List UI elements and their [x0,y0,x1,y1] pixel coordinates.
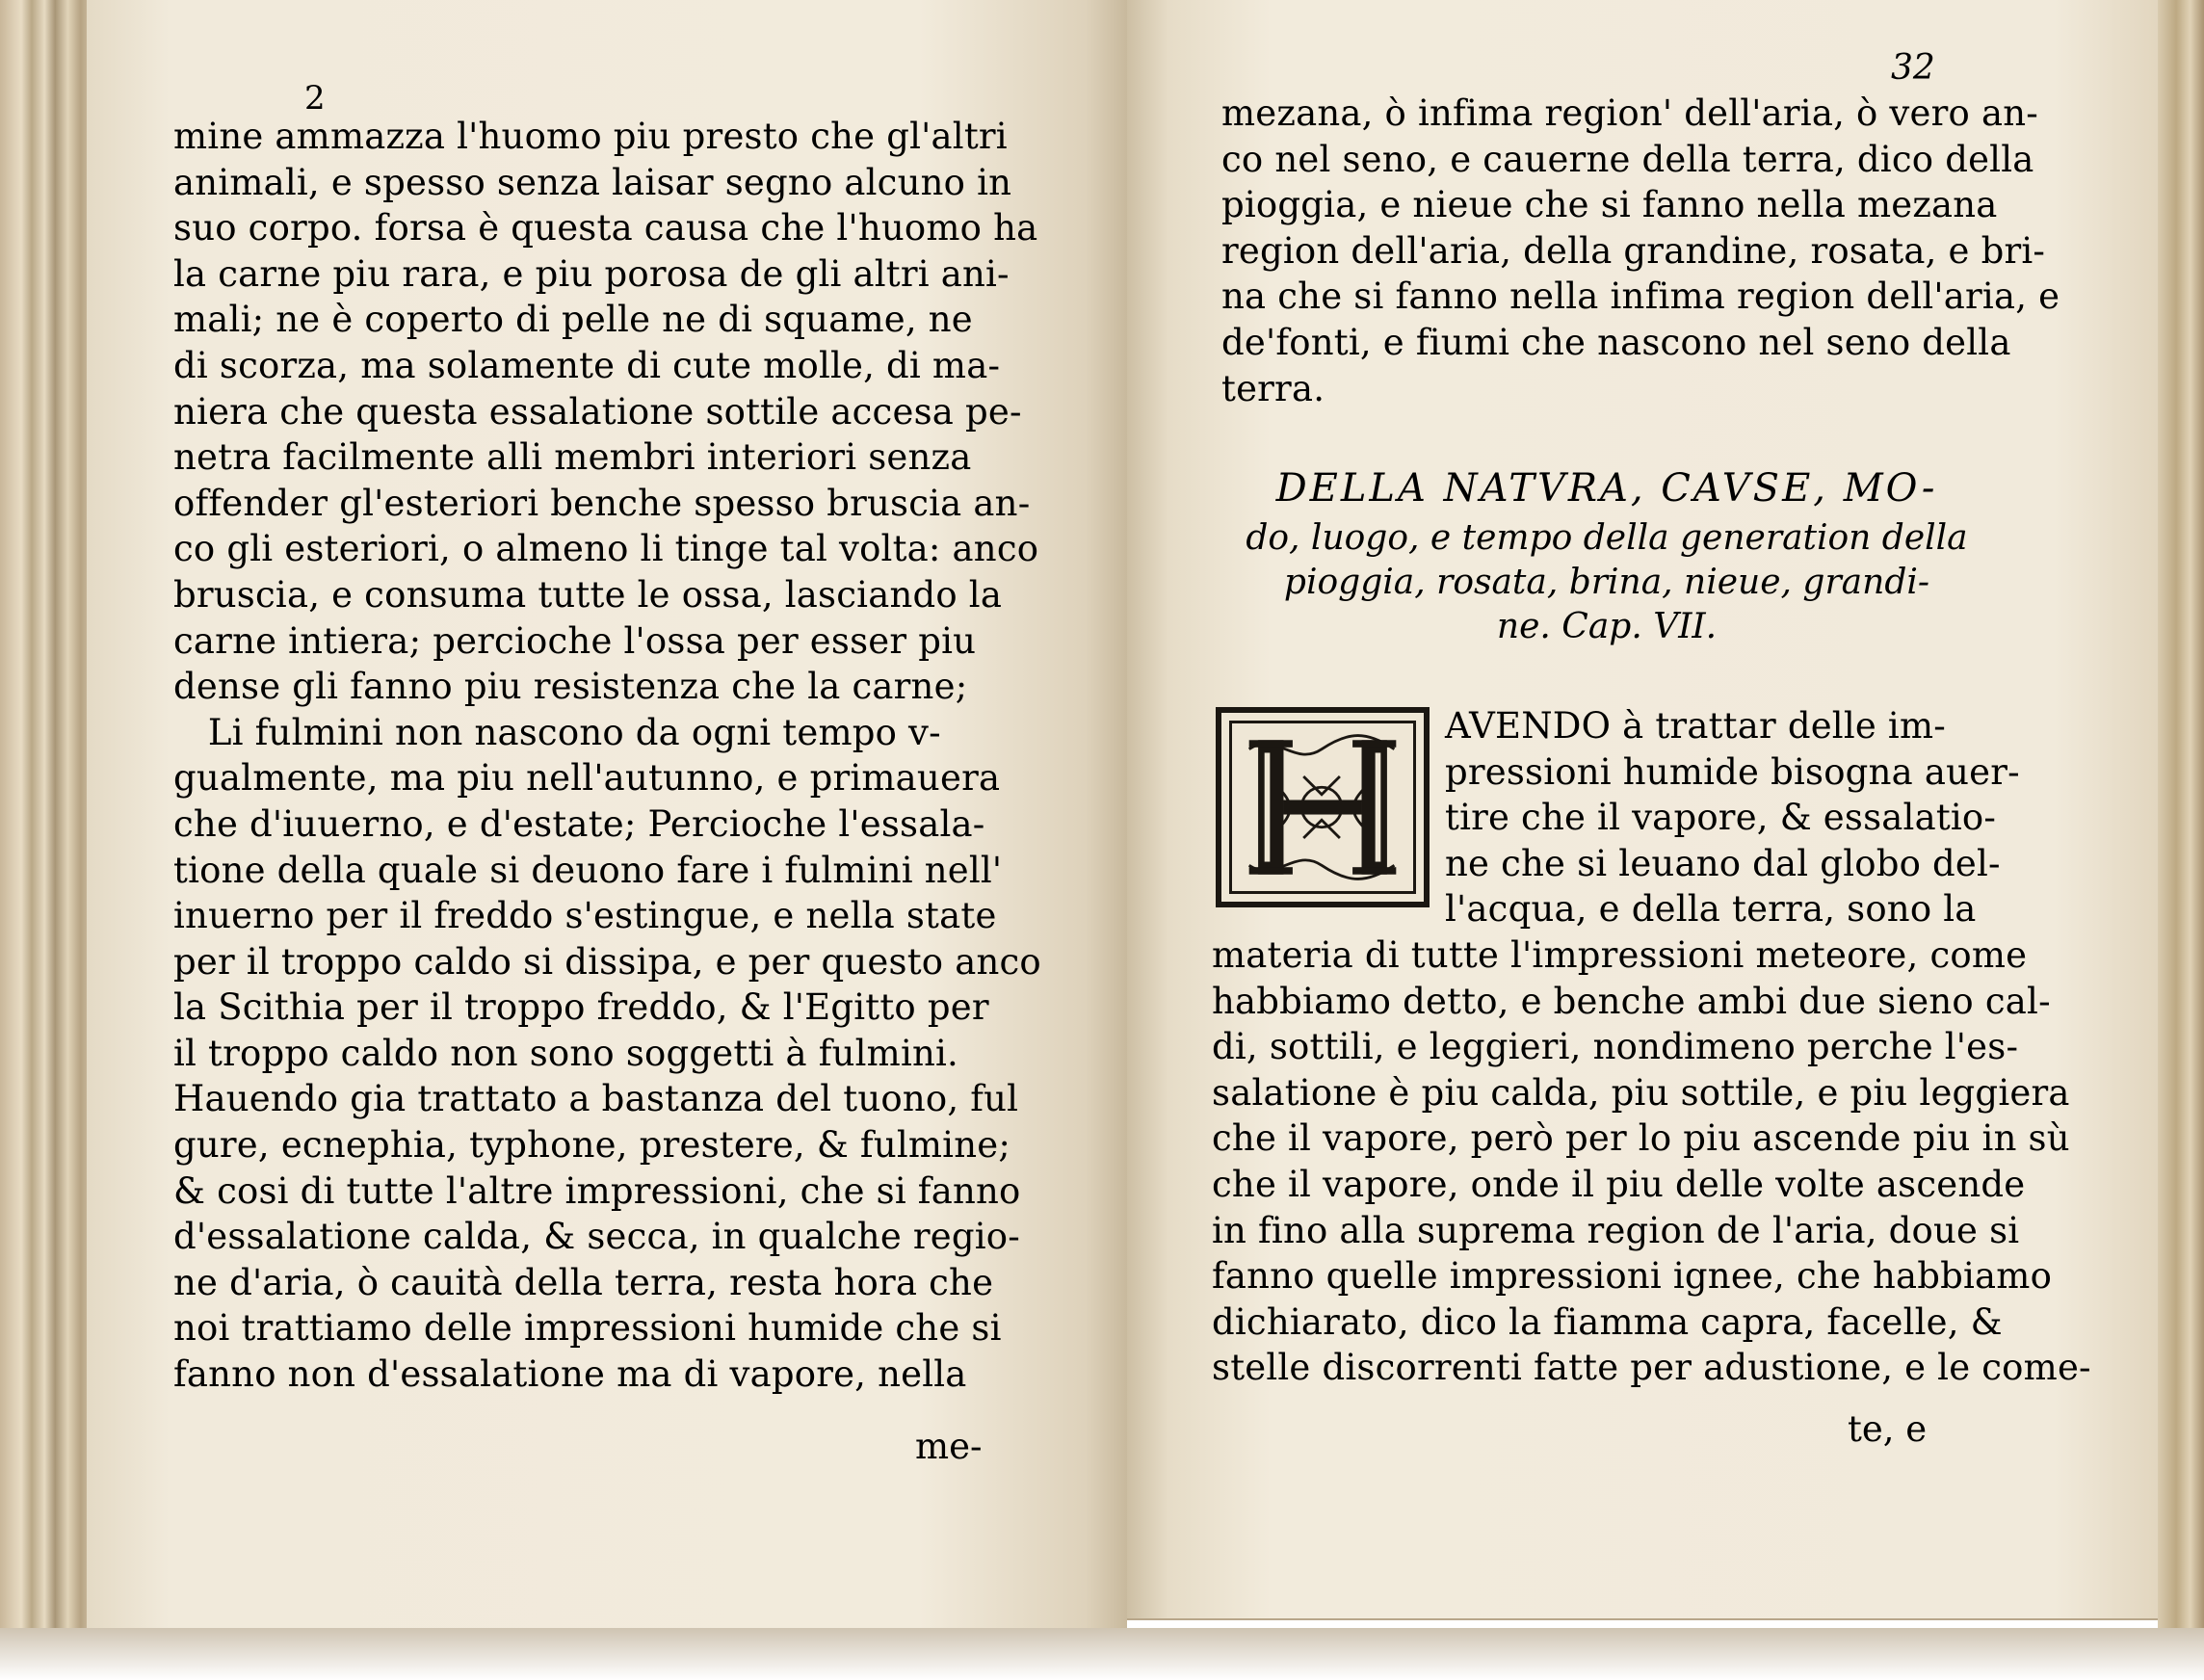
chapter-heading-line: pioggia, rosata, brina, nieue, grandi- [1283,563,1930,602]
right-page-body-text [1212,932,2091,1391]
signature-mark: 2 [304,79,326,118]
text-line: co gli esteriori, o almeno li tinge tal volta: anco [173,528,1039,570]
text-line: di scorza, ma solamente di cute molle, di ma- [173,344,1001,386]
text-line: mali; ne è coperto di pelle ne di squame, ne [173,299,973,341]
text-line: Hauendo gia trattato a bastanza del tuono, ful [173,1078,1019,1120]
text-line: bruscia, e consuma tutte le ossa, lasciando la [173,573,1003,616]
ornament-icon [1221,713,1424,902]
text-line: d'essalatione calda, & secca, in qualche regio- [173,1216,1020,1258]
text-line: ne d'aria, ò cauità della terra, resta hora che [173,1261,994,1303]
text-line: noi trattiamo delle impressioni humide che si [173,1307,1002,1350]
text-line: gualmente, ma piu nell'autunno, e primauera [173,757,1001,800]
text-line: habbiamo detto, e benche ambi due sieno cal- [1212,980,2051,1022]
left-page-text [173,114,1040,1398]
text-line: de'fonti, e fiumi che nascono nel seno della [1221,321,2011,363]
text-line: netra facilmente alli membri interiori senza [173,436,972,479]
text-line: pressioni humide bisogna auer- [1445,750,2020,793]
text-line: niera che questa essalatione sottile accesa pe- [173,390,1022,433]
text-line: la Scithia per il troppo freddo, & l'Egitto per [173,986,989,1029]
text-line: co nel seno, e cauerne della terra, dico della [1221,138,2034,180]
chapter-heading-line: ne. Cap. VII. [1496,607,1718,646]
text-line: la carne piu rara, e piu porosa de gli altri ani- [173,252,1010,295]
text-line: il troppo caldo non sono soggetti à fulmini. [173,1032,959,1074]
text-line: offender gl'esteriori benche spesso bruscia an- [173,482,1031,524]
text-line: dichiarato, dico la fiamma capra, facelle, & [1212,1300,2003,1343]
page-edges-right [2158,0,2204,1628]
catchword-left: me- [915,1426,983,1467]
text-line: Li fulmini non nascono da ogni tempo v- [173,711,941,753]
text-line: stelle discorrenti fatte per adustione, e le come- [1212,1347,2091,1389]
text-line: animali, e spesso senza laisar segno alcuno in [173,161,1012,203]
book-shadow [0,1628,2204,1680]
text-line: per il troppo caldo si dissipa, e per questo anco [173,940,1041,983]
text-line: in fino alla suprema region de l'aria, doue si [1212,1209,2020,1251]
catchword-right: te, e [1848,1408,1928,1450]
right-page-top-text [1221,91,2060,411]
text-line: tione della quale si deuono fare i fulmini nell' [173,849,1003,891]
text-line: & cosi di tutte l'altre impressioni, che si fanno [173,1169,1021,1212]
text-line: suo corpo. forsa è questa causa che l'huomo ha [173,207,1038,249]
text-line: carne intiera; percioche l'ossa per esser piu [173,619,977,662]
text-line: l'acqua, e della terra, sono la [1445,888,1977,931]
text-line: fanno quelle impressioni ignee, che habbiamo [1212,1255,2053,1298]
text-line: di, sottili, e leggieri, nondimeno perche l'es- [1212,1026,2019,1068]
initial-paragraph-text [1445,703,2020,932]
text-line: dense gli fanno piu resistenza che la carne; [173,666,968,708]
page-number: 32 [1891,48,1935,88]
text-line: gure, ecnephia, typhone, prestere, & fulmine; [173,1124,1010,1167]
text-line: tire che il vapore, & essalatio- [1445,797,1997,839]
text-line: fanno non d'essalatione ma di vapore, nella [173,1353,967,1396]
text-line: che il vapore, onde il piu delle volte ascende [1212,1163,2026,1205]
chapter-heading [1221,466,1992,651]
text-line: che il vapore, però per lo piu ascende piu in sù [1212,1117,2070,1160]
chapter-heading-line: DELLA NATVRA, CAVSE, MO- [1275,466,1938,511]
text-line: pioggia, e nieue che si fanno nella mezana [1221,184,1998,226]
text-line: inuerno per il freddo s'estingue, e nella state [173,895,997,937]
text-line: AVENDO à trattar delle im- [1445,705,1946,747]
text-line: mezana, ò infima region' dell'aria, ò vero an- [1221,92,2038,134]
text-line: che d'iuuerno, e d'estate; Percioche l'essala- [173,802,985,845]
decorated-initial [1216,707,1430,907]
chapter-heading-line: do, luogo, e tempo della generation della [1246,518,1968,558]
text-line: ne che si leuano dal globo del- [1445,842,2001,884]
text-line: mine ammazza l'huomo piu presto che gl'altri [173,116,1008,157]
text-line: na che si fanno nella infima region dell'aria, e [1221,276,2060,318]
text-line: salatione è piu calda, piu sottile, e piu leggiera [1212,1071,2070,1114]
text-line: terra. [1221,367,1325,409]
text-line: materia di tutte l'impressioni meteore, come [1212,934,2028,976]
text-line: region dell'aria, della grandine, rosata, e bri- [1221,229,2046,272]
